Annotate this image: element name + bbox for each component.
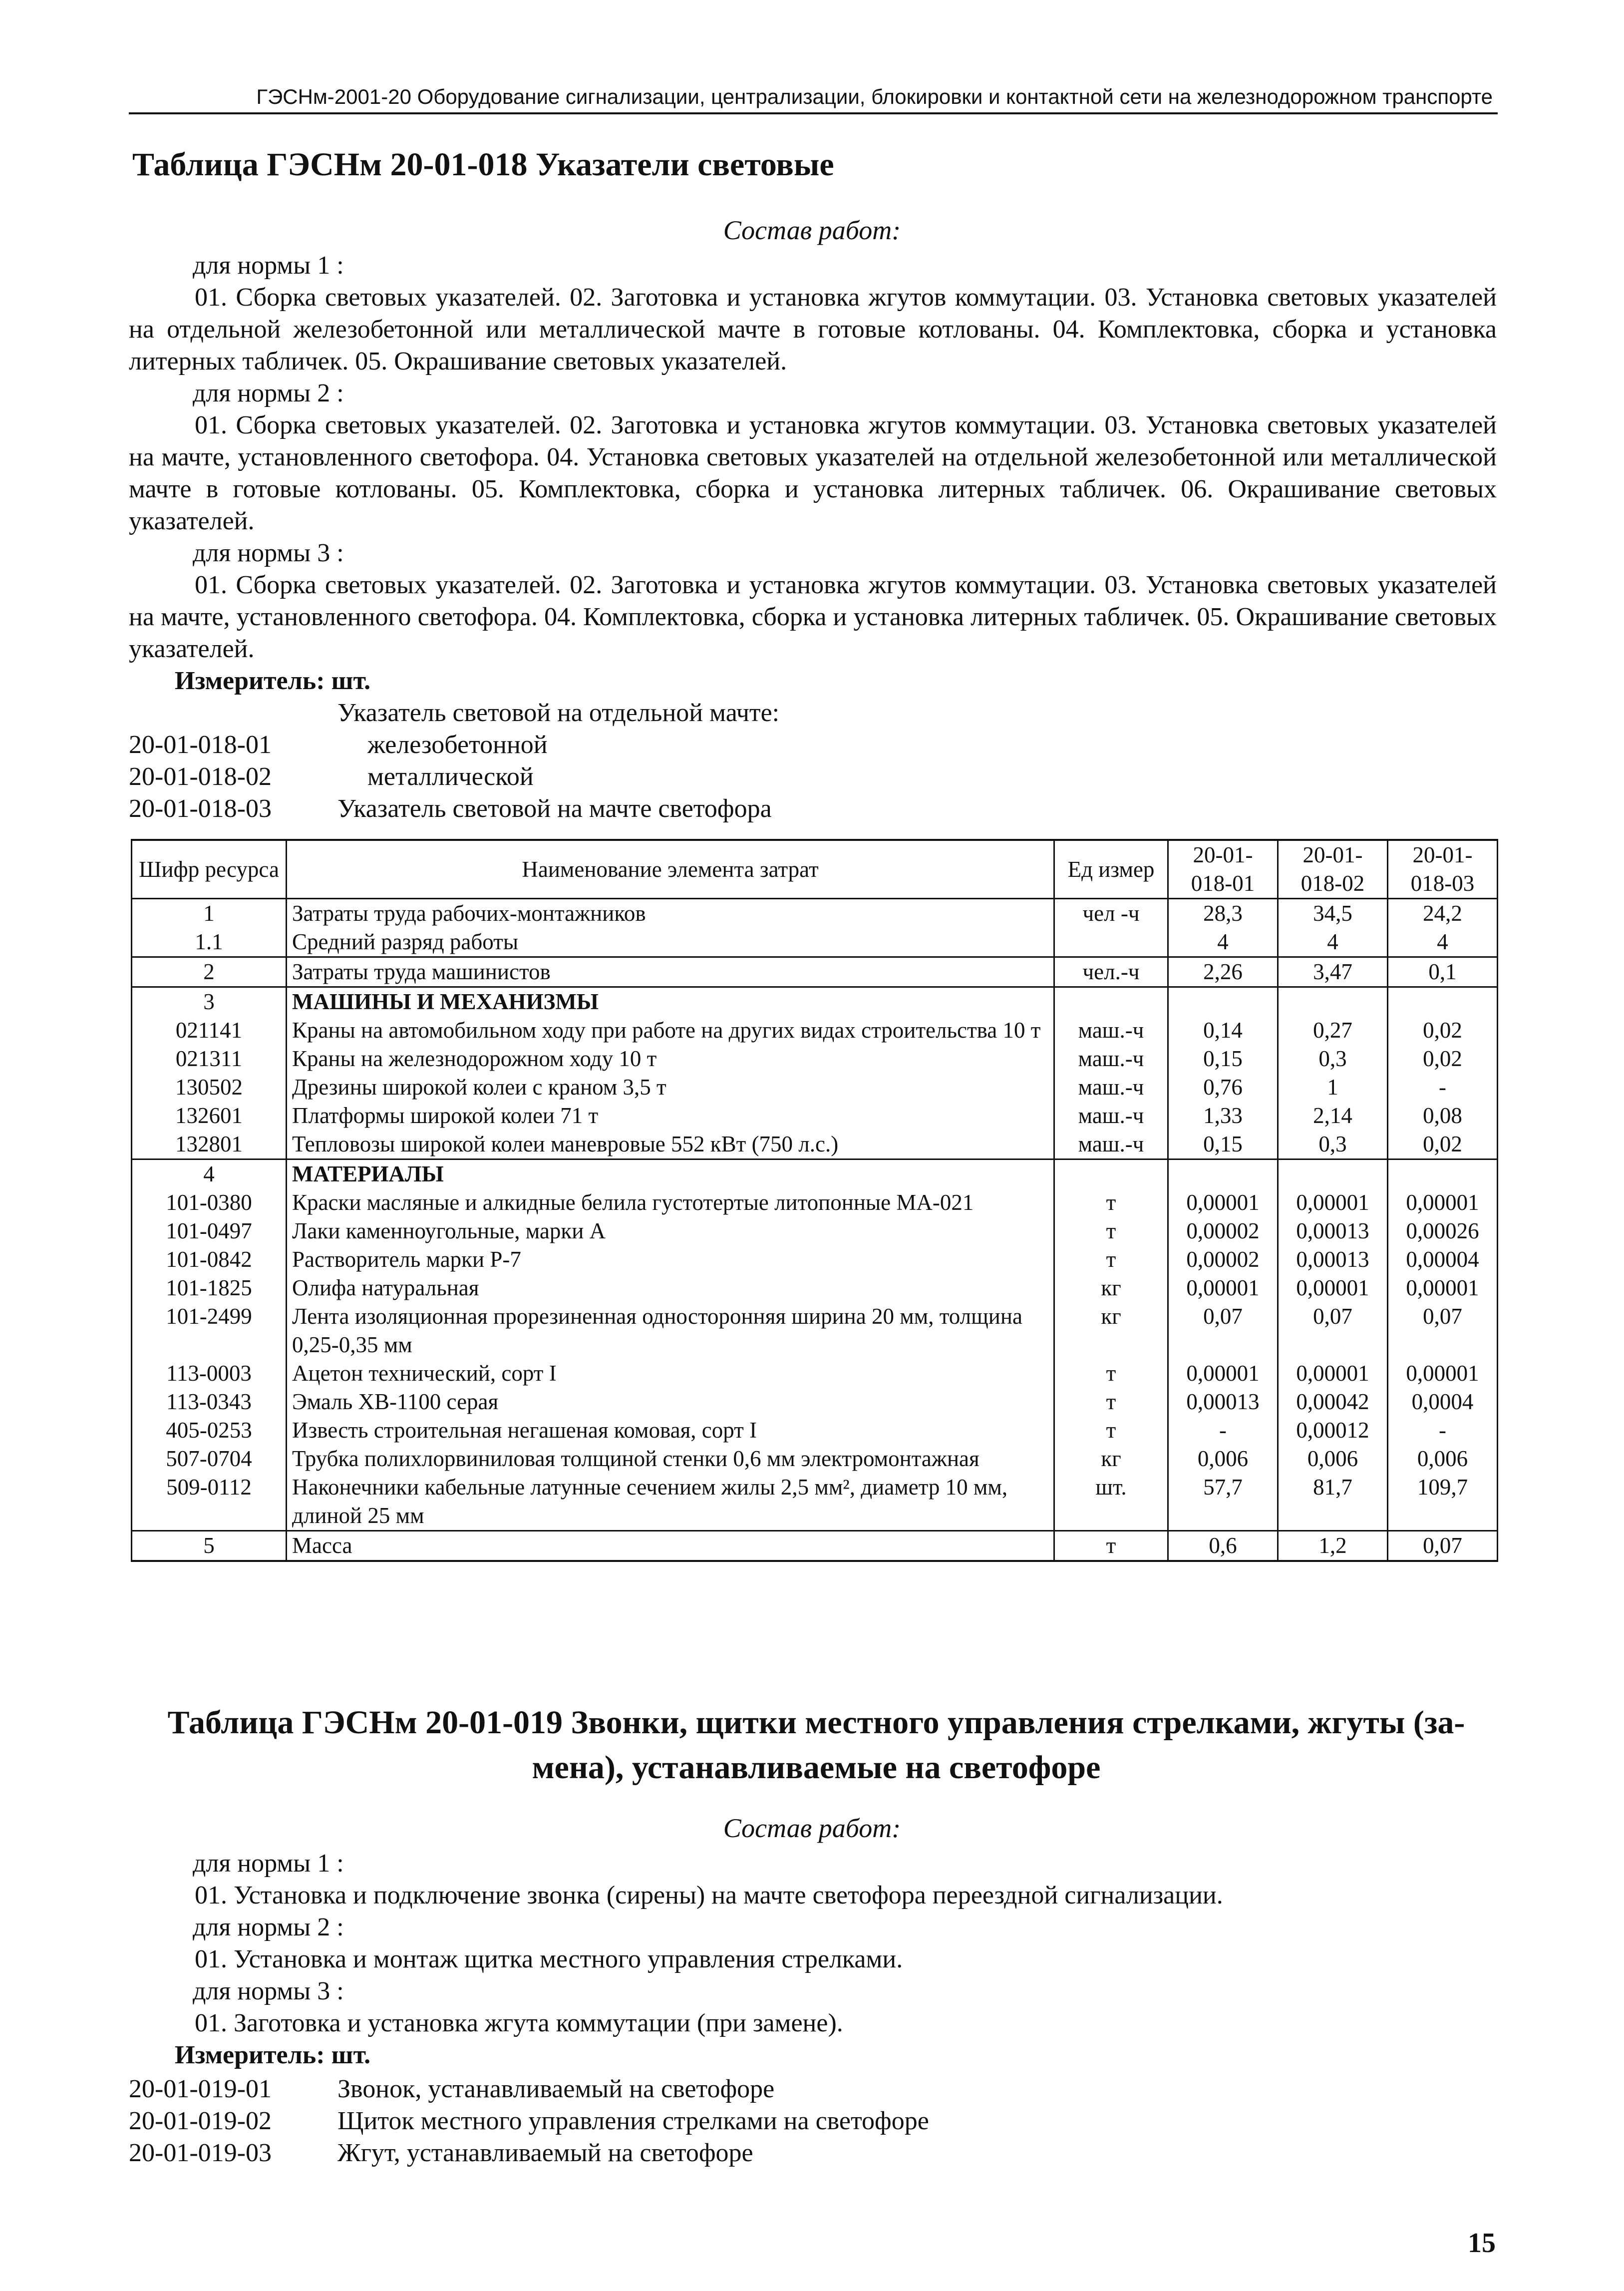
table-row [132, 1445, 1498, 1473]
code-row [129, 2073, 1497, 2105]
resource-unit: т [1054, 1359, 1168, 1388]
resource-unit: шт. [1054, 1473, 1168, 1531]
code-row [129, 761, 1497, 793]
norm-code: 20-01-018-01 [129, 731, 272, 759]
value-018-02: 0,3 [1278, 1130, 1388, 1159]
table-row [132, 1188, 1498, 1217]
resource-name: Ацетон технический, сорт I [287, 1359, 1054, 1388]
resource-code: 021311 [132, 1045, 287, 1073]
resource-name: Трубка полихлорвиниловая толщиной стенки 0,6 мм электромонтажная [287, 1445, 1054, 1473]
column-header: Ед измер [1054, 840, 1168, 899]
norm-description: металлической [367, 763, 534, 791]
table-row [132, 1102, 1498, 1130]
table-row [132, 1473, 1498, 1531]
unit-of-measure: Измеритель: шт. [175, 2041, 371, 2069]
page-number: 15 [1468, 2228, 1496, 2259]
value-018-02: 0,006 [1278, 1445, 1388, 1473]
table-row [132, 957, 1498, 987]
resource-code: 101-0380 [132, 1188, 287, 1217]
value-018-03: 0,00001 [1388, 1188, 1498, 1217]
table1-code-list [129, 697, 1497, 825]
value-018-03 [1388, 987, 1498, 1017]
value-018-01: 0,6 [1168, 1531, 1278, 1561]
value-018-02: 0,00001 [1278, 1359, 1388, 1388]
value-018-03: 0,00026 [1388, 1217, 1498, 1245]
norm-label: для нормы 3 : [193, 1977, 344, 2005]
table-row [132, 1359, 1498, 1388]
value-018-01: 2,26 [1168, 957, 1278, 987]
resource-unit: кг [1054, 1445, 1168, 1473]
table-row [132, 1416, 1498, 1445]
value-018-01: 0,00001 [1168, 1274, 1278, 1302]
resource-code: 509-0112 [132, 1473, 287, 1531]
value-018-02: 1,2 [1278, 1531, 1388, 1561]
resource-unit [1054, 1159, 1168, 1189]
table2-subtitle: Состав работ: [723, 1813, 901, 1843]
value-018-01: 0,00001 [1168, 1359, 1278, 1388]
table-row [132, 987, 1498, 1017]
value-018-03: 0,07 [1388, 1302, 1498, 1359]
value-018-03: 0,00004 [1388, 1245, 1498, 1274]
table-row [132, 1274, 1498, 1302]
resource-code: 5 [132, 1531, 287, 1561]
norm-code: 20-01-018-03 [129, 794, 272, 823]
table2-title-line: Таблица ГЭСНм 20-01-019 Звонки, щитки местного управления стрелками, жгуты (за- [167, 1704, 1465, 1741]
resource-unit: т [1054, 1245, 1168, 1274]
resource-code: 132601 [132, 1102, 287, 1130]
value-018-03: 109,7 [1388, 1473, 1498, 1531]
value-018-02: 0,00012 [1278, 1416, 1388, 1445]
value-018-02: 1 [1278, 1073, 1388, 1102]
value-018-01: 0,14 [1168, 1016, 1278, 1045]
resource-unit: т [1054, 1217, 1168, 1245]
value-018-03: 0,08 [1388, 1102, 1498, 1130]
table-row [132, 1045, 1498, 1073]
value-018-02: 2,14 [1278, 1102, 1388, 1130]
value-018-02: 0,00001 [1278, 1274, 1388, 1302]
resource-name: Известь строительная негашеная комовая, сорт I [287, 1416, 1054, 1445]
table-row [132, 1159, 1498, 1189]
norm-text: 01. Сборка световых указателей. 02. Заготовка и установка жгутов коммутации. 03. Установка световых указателей на мачте, установленного светофора. 04. Установка световых указателей на отдельной железобетонной или металлической мачте в готовые котлованы. 05. Комплектовка, сборка и установка литерных табличек. 06. Окрашивание световых указателей. [129, 411, 1497, 535]
table1-title: Таблица ГЭСНм 20-01-018 Указатели световые [132, 146, 834, 183]
value-018-02: 0,07 [1278, 1302, 1388, 1359]
resource-name: Масса [287, 1531, 1054, 1561]
value-018-01: 0,00002 [1168, 1245, 1278, 1274]
value-018-03: 0,02 [1388, 1130, 1498, 1159]
norm-text: 01. Установка и монтаж щитка местного управления стрелками. [195, 1945, 903, 1973]
code-row [129, 729, 1497, 761]
resource-code: 4 [132, 1159, 287, 1189]
resource-code: 113-0003 [132, 1359, 287, 1388]
value-018-03: 0,00001 [1388, 1274, 1498, 1302]
resource-name: Растворитель марки Р-7 [287, 1245, 1054, 1274]
table2-title [132, 1700, 1500, 1790]
norm-text: 01. Заготовка и установка жгута коммутации (при замене). [195, 2009, 843, 2037]
value-018-01: 28,3 [1168, 899, 1278, 928]
header-rule [129, 112, 1498, 114]
norm-code: 20-01-019-03 [129, 2139, 272, 2167]
resource-name: Наконечники кабельные латунные сечением жилы 2,5 мм², диаметр 10 мм, длиной 25 мм [287, 1473, 1054, 1531]
value-018-02: 4 [1278, 928, 1388, 957]
table-row [132, 928, 1498, 957]
norm-text: 01. Установка и подключение звонка (сирены) на мачте светофора переездной сигнализации. [195, 1881, 1223, 1909]
resource-name: Тепловозы широкой колеи маневровые 552 кВт (750 л.с.) [287, 1130, 1054, 1159]
value-018-03: 0,0004 [1388, 1388, 1498, 1416]
value-018-01: 57,7 [1168, 1473, 1278, 1531]
resource-code: 101-1825 [132, 1274, 287, 1302]
norm-description: Щиток местного управления стрелками на светофоре [337, 2107, 929, 2135]
norm-label: для нормы 2 : [193, 379, 344, 407]
resource-code: 3 [132, 987, 287, 1017]
value-018-02: 81,7 [1278, 1473, 1388, 1531]
resource-name: МАТЕРИАЛЫ [287, 1159, 1054, 1189]
table-row [132, 1531, 1498, 1561]
value-018-01: 0,006 [1168, 1445, 1278, 1473]
column-header: Шифр ресурса [132, 840, 287, 899]
resource-unit: т [1054, 1531, 1168, 1561]
table-row [132, 1217, 1498, 1245]
resource-name: Затраты труда рабочих-монтажников [287, 899, 1054, 928]
value-018-01: 0,00013 [1168, 1388, 1278, 1416]
table-row [132, 1245, 1498, 1274]
resource-name: Краны на автомобильном ходу при работе на других видах строительства 10 т [287, 1016, 1054, 1045]
table2-title-line: мена), устанавливаемые на светофоре [532, 1749, 1101, 1786]
resource-unit: маш.-ч [1054, 1016, 1168, 1045]
resource-name: Затраты труда машинистов [287, 957, 1054, 987]
resource-name: Платформы широкой колеи 71 т [287, 1102, 1054, 1130]
value-018-02: 0,00042 [1278, 1388, 1388, 1416]
value-018-02: 0,27 [1278, 1016, 1388, 1045]
norm-description: железобетонной [367, 731, 548, 759]
resource-unit: т [1054, 1188, 1168, 1217]
value-018-03: 24,2 [1388, 899, 1498, 928]
table1-subtitle: Состав работ: [723, 215, 901, 245]
table-row [132, 1302, 1498, 1359]
value-018-03: - [1388, 1416, 1498, 1445]
resource-name: Средний разряд работы [287, 928, 1054, 957]
resource-code: 101-0842 [132, 1245, 287, 1274]
norm-label: для нормы 2 : [193, 1913, 344, 1941]
resource-unit: т [1054, 1388, 1168, 1416]
resource-code: 2 [132, 957, 287, 987]
resource-code: 1.1 [132, 928, 287, 957]
code-row [129, 2105, 1497, 2137]
norm-code: 20-01-019-01 [129, 2075, 272, 2103]
value-018-01: - [1168, 1416, 1278, 1445]
resource-code: 1 [132, 899, 287, 928]
column-header: 20-01-018-01 [1168, 840, 1278, 899]
norm-text: 01. Сборка световых указателей. 02. Заготовка и установка жгутов коммутации. 03. Установка световых указателей на отдельной железобетонной или металлической мачте в готовые котлованы. 04. Комплектовка, сборка и установка литерных табличек. 05. Окрашивание световых указателей. [129, 283, 1497, 376]
value-018-01 [1168, 987, 1278, 1017]
resource-unit: чел -ч [1054, 899, 1168, 928]
resource-unit: чел.-ч [1054, 957, 1168, 987]
value-018-03: - [1388, 1073, 1498, 1102]
table-row [132, 1016, 1498, 1045]
resource-name: Лаки каменноугольные, марки А [287, 1217, 1054, 1245]
value-018-01: 0,15 [1168, 1130, 1278, 1159]
resource-table-body [132, 899, 1498, 1561]
running-header: ГЭСНм-2001-20 Оборудование сигнализации, централизации, блокировки и контактной сети на железнодорожном транспорте [256, 85, 1493, 108]
value-018-01: 0,07 [1168, 1302, 1278, 1359]
code-row [129, 793, 1497, 825]
value-018-03: 0,1 [1388, 957, 1498, 987]
resource-name: Краны на железнодорожном ходу 10 т [287, 1045, 1054, 1073]
table-row [132, 1073, 1498, 1102]
value-018-01: 0,00002 [1168, 1217, 1278, 1245]
value-018-01: 0,00001 [1168, 1188, 1278, 1217]
norm-description: Указатель световой на мачте светофора [337, 794, 772, 823]
resource-name: Олифа натуральная [287, 1274, 1054, 1302]
resource-table [131, 839, 1498, 1562]
resource-name: МАШИНЫ И МЕХАНИЗМЫ [287, 987, 1054, 1017]
value-018-03: 0,00001 [1388, 1359, 1498, 1388]
resource-unit [1054, 928, 1168, 957]
resource-unit: маш.-ч [1054, 1130, 1168, 1159]
column-header: 20-01-018-03 [1388, 840, 1498, 899]
resource-code: 021141 [132, 1016, 287, 1045]
norm-description: Жгут, устанавливаемый на светофоре [337, 2139, 753, 2167]
norm-label: для нормы 3 : [193, 539, 344, 567]
norm-label: для нормы 1 : [193, 251, 344, 280]
table-row [132, 1388, 1498, 1416]
resource-code: 507-0704 [132, 1445, 287, 1473]
resource-name: Лента изоляционная прорезиненная односторонняя ширина 20 мм, толщина 0,25-0,35 мм [287, 1302, 1054, 1359]
table2-work-composition [129, 1848, 1497, 2071]
value-018-01: 0,15 [1168, 1045, 1278, 1073]
resource-code: 132801 [132, 1130, 287, 1159]
value-018-02 [1278, 987, 1388, 1017]
resource-unit: кг [1054, 1302, 1168, 1359]
table-header-row [132, 840, 1498, 899]
resource-code: 101-2499 [132, 1302, 287, 1359]
norm-code: 20-01-019-02 [129, 2107, 272, 2135]
value-018-02: 34,5 [1278, 899, 1388, 928]
table-row [132, 1130, 1498, 1159]
resource-unit: маш.-ч [1054, 1073, 1168, 1102]
resource-unit [1054, 987, 1168, 1017]
code-row [129, 2137, 1497, 2169]
value-018-02: 3,47 [1278, 957, 1388, 987]
value-018-03: 0,02 [1388, 1016, 1498, 1045]
code-group-row [129, 697, 1497, 729]
resource-unit: т [1054, 1416, 1168, 1445]
norm-text: 01. Сборка световых указателей. 02. Заготовка и установка жгутов коммутации. 03. Установка световых указателей на мачте, установленного светофора. 04. Комплектовка, сборка и установка литерных табличек. 05. Окрашивание световых указателей. [129, 571, 1497, 663]
value-018-03 [1388, 1159, 1498, 1189]
code-group-label: Указатель световой на отдельной мачте: [337, 699, 780, 727]
norm-label: для нормы 1 : [193, 1849, 344, 1878]
value-018-02: 0,00001 [1278, 1188, 1388, 1217]
resource-name: Краски масляные и алкидные белила густотертые литопонные МА-021 [287, 1188, 1054, 1217]
value-018-02 [1278, 1159, 1388, 1189]
value-018-02: 0,00013 [1278, 1245, 1388, 1274]
table1-work-composition [129, 250, 1497, 697]
value-018-02: 0,3 [1278, 1045, 1388, 1073]
resource-name: Дрезины широкой колеи с краном 3,5 т [287, 1073, 1054, 1102]
resource-unit: кг [1054, 1274, 1168, 1302]
column-header: 20-01-018-02 [1278, 840, 1388, 899]
value-018-01: 1,33 [1168, 1102, 1278, 1130]
value-018-03: 0,02 [1388, 1045, 1498, 1073]
resource-name: Эмаль ХВ-1100 серая [287, 1388, 1054, 1416]
norm-description: Звонок, устанавливаемый на светофоре [337, 2075, 775, 2103]
resource-unit: маш.-ч [1054, 1102, 1168, 1130]
value-018-02: 0,00013 [1278, 1217, 1388, 1245]
value-018-03: 0,006 [1388, 1445, 1498, 1473]
resource-code: 405-0253 [132, 1416, 287, 1445]
value-018-03: 0,07 [1388, 1531, 1498, 1561]
norm-code: 20-01-018-02 [129, 763, 272, 791]
value-018-01 [1168, 1159, 1278, 1189]
resource-code: 130502 [132, 1073, 287, 1102]
table-row [132, 899, 1498, 928]
value-018-03: 4 [1388, 928, 1498, 957]
table2-code-list [129, 2073, 1497, 2169]
column-header: Наименование элемента затрат [287, 840, 1054, 899]
resource-code: 113-0343 [132, 1388, 287, 1416]
resource-code: 101-0497 [132, 1217, 287, 1245]
resource-unit: маш.-ч [1054, 1045, 1168, 1073]
value-018-01: 0,76 [1168, 1073, 1278, 1102]
unit-of-measure: Измеритель: шт. [175, 667, 371, 695]
value-018-01: 4 [1168, 928, 1278, 957]
